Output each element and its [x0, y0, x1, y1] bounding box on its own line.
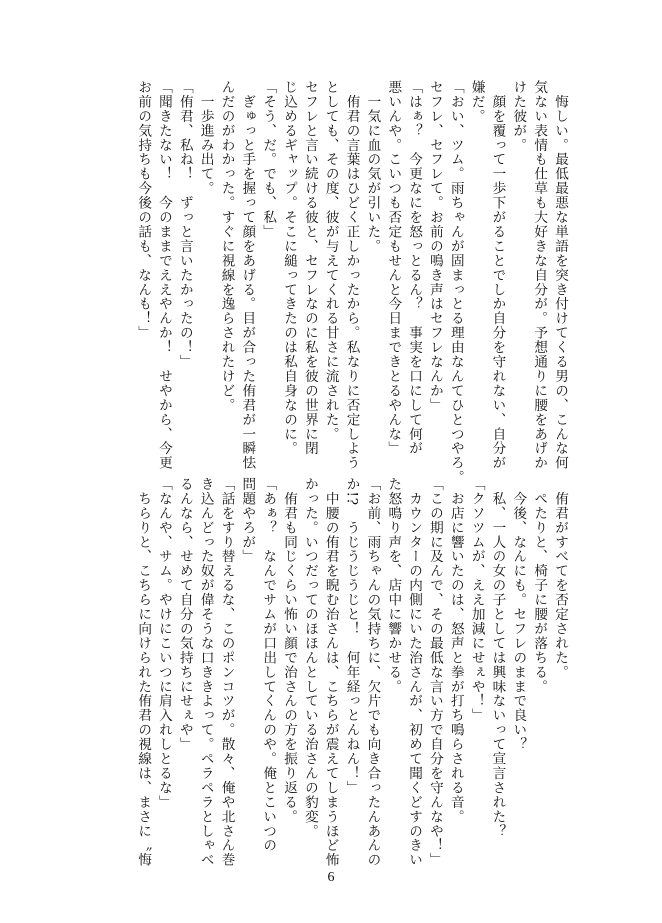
text-line: としても、その度、彼が与えてくれる甘さに流された。	[322, 80, 339, 442]
text-line: 顔を覆って一歩下がることでしか自分を守れない、自分が	[489, 80, 506, 471]
text-line: 悪いんや。こいつも否定もせんと今日まできとるやんな」	[385, 80, 402, 456]
text-line: セフレと言い続ける彼と、セフレなのに私を彼の世界に閉	[301, 80, 318, 456]
text-line: 「話をすり替えるな、このポンコツが。散々、俺や北さん巻	[218, 477, 235, 868]
text-line: ちらりと、こちらに向けられた侑君の視線は、まさに〝悔	[135, 477, 152, 868]
text-line: 侑君も同じくらい怖い顔で治さんの方を振り返る。	[281, 477, 298, 824]
upper-text-block	[132, 80, 570, 485]
text-line: 「お前、雨ちゃんの気持ちに、欠片でも向き合ったんあんの	[364, 477, 381, 868]
text-line: き込んどった奴が偉そうな口ききよって。ペラペラとしゃべ	[197, 477, 214, 868]
text-line: か!? うじうじうじと！ 何年経っとんねん！」	[343, 477, 360, 795]
text-line: けた彼が。	[510, 80, 527, 153]
text-line: た怒鳴り声を、店中に響かせる。	[385, 477, 402, 694]
text-line: かった。いつだってのほほんとしている治さんの豹変。	[301, 477, 318, 839]
page-number: 6	[327, 870, 335, 885]
text-line: ぎゅっと手を握って顔をあげる。目が合った侑君が一瞬怯	[239, 80, 256, 471]
text-line: 「そう、だ。でも、私」	[260, 80, 277, 239]
text-line: 問題やろが」	[239, 477, 256, 564]
text-line: 嫌だ。	[468, 80, 485, 124]
text-line: 「この期に及んで、その最低な言い方で自分を守んなや！」	[426, 477, 443, 868]
text-line: じ込めるギャップ。そこに縋ってきたのは私自身なのに。	[281, 80, 298, 456]
text-line: んだのがわかった。すぐに視線を逸らされたけど。	[218, 80, 235, 413]
text-line: 気ない表情も仕草も大好きな自分が。予想通りに腰をあげか	[531, 80, 548, 471]
text-line: お店に響いたのは、怒声と拳が打ち鳴らされる音。	[447, 477, 464, 824]
text-line: 私、一人の女の子としては興味ないって宣言された？	[489, 477, 506, 839]
lower-text-block	[132, 477, 570, 868]
text-line: カウンターの内側にいた治さんが、初めて聞くどすのきい	[406, 477, 423, 868]
text-line: お前の気持ちも今後の話も、なんも！」	[135, 80, 152, 341]
text-line: 悔しい。最低最悪な単語を突き付けてくる男の、こんな何	[552, 80, 568, 471]
text-line: 「聞きたない！ 今のままでええやんか！ せやから、今更	[155, 80, 172, 471]
text-line: 侑君がすべてを否定された。	[552, 477, 568, 680]
text-line: るんなら、せめて自分の気持ちにせぇや」	[176, 477, 193, 752]
text-line: セフレ、セフレて。お前の鳴き声はセフレなんか」	[426, 80, 443, 413]
text-line: 「はぁ？ 今更なにを怒っとるん？ 事実を口にして何が	[406, 80, 423, 456]
text-line: 一歩進み出て。	[197, 80, 214, 196]
text-line: 一気に血の気が引いた。	[364, 80, 381, 254]
text-line: 「おい、ツム。雨ちゃんが固まっとる理由なんてひとつやろ。	[447, 80, 464, 485]
text-line: 「クソツムが、ええ加減にせぇや！」	[468, 477, 485, 723]
text-line: 「なんや、サム。やけにこいつに肩入れしとるな」	[155, 477, 172, 810]
text-line: ぺたりと、椅子に腰が落ちる。	[531, 477, 548, 694]
text-line: 「あぁ？ なんでサムが口出してくんのや。俺とこいつの	[260, 477, 277, 853]
text-line: 「侑君、私ね！ ずっと言いたかったの！」	[176, 80, 193, 369]
text-line: 今後、なんにも。セフレのままで良い？	[510, 477, 527, 752]
text-line: 侑君の言葉はひどく正しかったから。私なりに否定しよう	[343, 80, 360, 471]
text-line: 中腰の侑君を睨む治さんは、こちらが震えてしまうほど怖	[322, 477, 339, 868]
